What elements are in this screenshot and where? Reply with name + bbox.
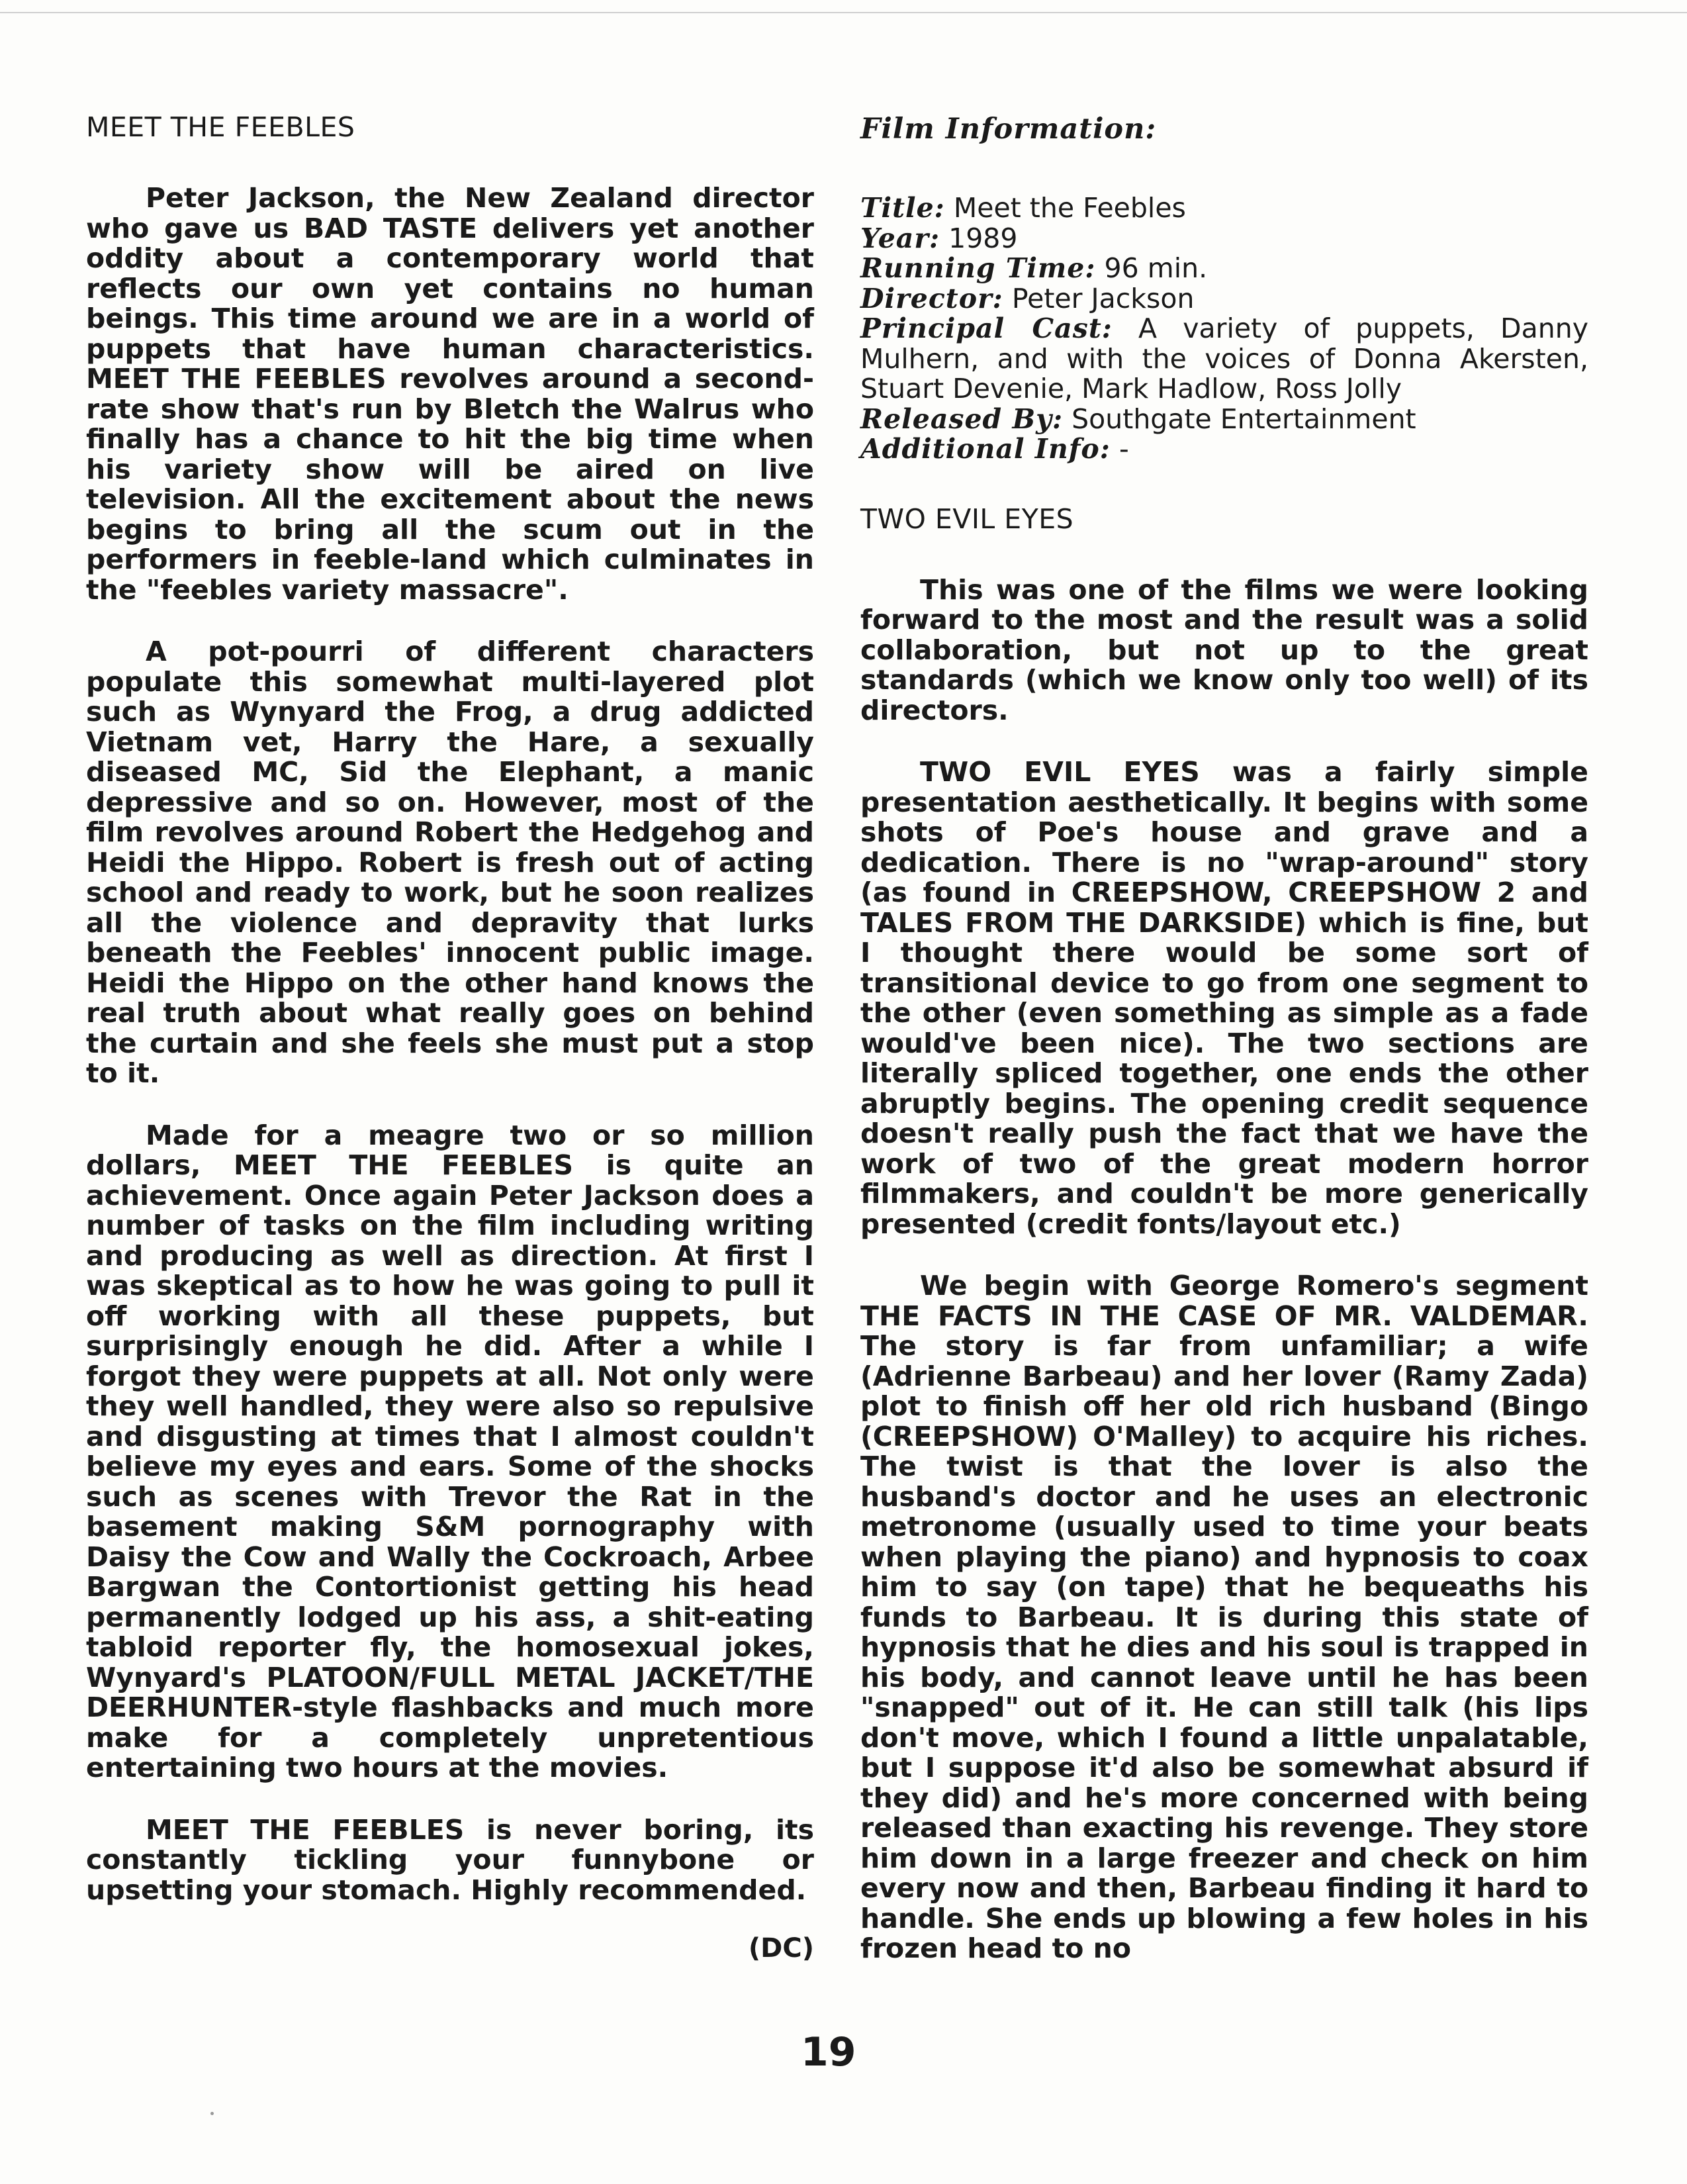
film-information-block [860,193,1588,465]
author-signoff: (DC) [748,1933,814,1964]
right-column [860,113,1588,1996]
page-top-edge [0,12,1687,13]
left-paragraph-2: A pot-pourri of different characters populate this somewhat multi-layered plot such as Wynyard the Frog, a drug addicted Vietnam vet, Harry the Hare, a sexually diseased MC, Sid the Elephant, a manic depressive and so on. However, most of the film revolves around Robert the Hedgehog and Heidi the Hippo. Robert is fresh out of acting school and ready to work, but he soon realizes all the violence and depravity that lurks beneath the Feebles' innocent public image. Heidi the Hippo on the other hand knows the real truth about what really goes on behind the curtain and she feels she must put a stop to it. [86,636,814,1090]
info-running-time: Running Time: 96 min. [860,252,1208,284]
article-heading-meet-the-feebles: MEET THE FEEBLES [86,111,355,143]
info-year: Year: 1989 [860,222,1018,254]
film-information-title: Film Information: [860,113,1157,146]
info-director: Director: Peter Jackson [860,282,1195,314]
left-column [86,113,814,1964]
left-paragraph-3: Made for a meagre two or so million dollars, MEET THE FEEBLES is quite an achievement. Once again Peter Jackson does a number of tasks on the film including writing and producing as well as direction. At first I was skeptical as to how he was going to pull it off working with all these puppets, but surprisingly enough he did. After a while I forgot they were puppets at all. Not only were they well handled, they were also so repulsive and disgusting at times that I almost couldn't believe my eyes and ears. Some of the shocks such as scenes with Trevor the Rat in the basement making S&M pornography with Daisy the Cow and Wally the Cockroach, Arbee Bargwan the Contortionist getting his head permanently lodged up his ass, a shit-eating tabloid reporter fly, the homosexual jokes, Wynyard's PLATOON/FULL METAL JACKET/THE DEERHUNTER-style flashbacks and much more make for a completely unpretentious entertaining two hours at the movies. [86,1119,814,1784]
info-title: Title: Meet the Feebles [860,192,1186,224]
info-principal-cast: Principal Cast: A variety of puppets, Danny Mulhern, and with the voices of Donna Akersten, Stuart Devenie, Mark Hadlow, Ross Jolly [860,312,1588,404]
right-paragraph-1: This was one of the films we were looking forward to the most and the result was a solid collaboration, but not up to the great standards (which we know only too well) of its directors. [860,573,1588,726]
page-number: 19 [801,2029,856,2075]
right-paragraph-3: We begin with George Romero's segment THE FACTS IN THE CASE OF MR. VALDEMAR. The story is far from unfamiliar; a wife (Adrienne Barbeau) and her lover (Ramy Zada) plot to finish off her old rich husband (Bingo (CREEPSHOW) O'Malley) to acquire his riches. The twist is that the lover is also the husband's doctor and he uses an electronic metronome (usually used to time your beats when playing the piano) and hypnosis to coax him to say (on tape) that he bequeaths his funds to Barbeau. It is during this state of hypnosis that he dies and his soul is trapped in his body, and cannot leave until he has been "snapped" out of it. He can still talk (his lips don't move, which I found a little unpalatable, but I suppose it'd also be somewhat absurd if they did) and he's more concerned with being released than exacting his revenge. They store him down in a large freezer and check on him every now and then, Barbeau finding it hard to handle. She ends up blowing a few holes in his frozen head to no [860,1270,1588,1965]
info-additional: Additional Info: - [860,433,1129,465]
info-released-by: Released By: Southgate Entertainment [860,403,1416,435]
left-paragraph-4: MEET THE FEEBLES is never boring, its constantly tickling your funnybone or upsetting your stomach. Highly recommended. [86,1813,814,1906]
article-heading-two-evil-eyes: TWO EVIL EYES [860,502,1074,535]
left-paragraph-1: Peter Jackson, the New Zealand director who gave us BAD TASTE delivers yet another oddity about a contemporary world that reflects our own yet contains no human beings. This time around we are in a world of puppets that have human characteristics. MEET THE FEEBLES revolves around a second-rate show that's run by Bletch the Walrus who finally has a chance to hit the big time when his variety show will be aired on live television. All the excitement about the news begins to bring all the scum out in the performers in feeble-land which culminates in the "feebles variety massacre". [86,182,814,606]
scan-speck [210,2112,214,2115]
right-paragraph-2: TWO EVIL EYES was a fairly simple presentation aesthetically. It begins with some shots of Poe's house and grave and a dedication. There is no "wrap-around" story (as found in CREEPSHOW, CREEPSHOW 2 and TALES FROM THE DARKSIDE) which is fine, but I thought there would be some sort of transitional device to go from one segment to the other (even something as simple as a fade would've been nice). The two sections are literally spliced together, one ends the other abruptly begins. The opening credit sequence doesn't really push the fact that we have the work of two of the great modern horror filmmakers, and couldn't be more generically presented (credit fonts/layout etc.) [860,756,1588,1240]
